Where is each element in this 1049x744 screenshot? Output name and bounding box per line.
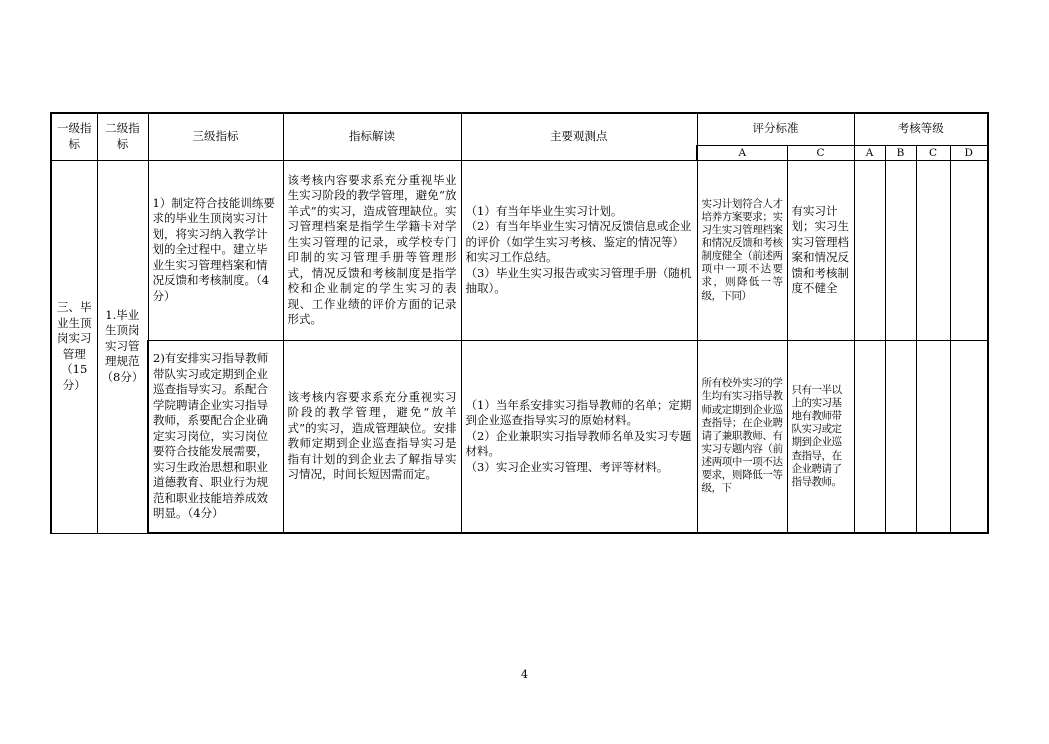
header-observation: 主要观测点 bbox=[461, 113, 697, 160]
interpretation-cell: 该考核内容要求系充分重视实习阶段的教学管理，避免“放羊式”的实习，造成管理缺位。安排教师定期到企业巡查指导实习是指有计划的到企业去了解指导实习情况，时间长短因需而定。 bbox=[283, 340, 461, 533]
criteria-c-cell: 有实习计划；实习生实习管理档案和情况反馈和考核制度不健全 bbox=[787, 160, 854, 340]
criteria-a-cell: 实习计划符合人才培养方案要求；实习生实习管理档案和情况反馈和考核制度健全（前述两项中一项不达要求，则降低一等级，下同） bbox=[697, 160, 787, 340]
header-grade-d: D bbox=[950, 145, 988, 160]
header-grade-a: A bbox=[854, 145, 885, 160]
header-level1: 一级指标 bbox=[51, 113, 97, 160]
grade-d-cell bbox=[950, 160, 988, 340]
criteria-c-cell: 只有一半以上的实习基地有教师带队实习或定期到企业巡查指导，在企业聘请了指导教师。 bbox=[787, 340, 854, 533]
grade-a-cell bbox=[854, 160, 885, 340]
grade-c-cell bbox=[916, 340, 950, 533]
header-criteria-c: C bbox=[787, 145, 854, 160]
observation-item: （1）当年系安排实习指导教师的名单；定期到企业巡查指导实习的原始材料。 bbox=[465, 397, 692, 428]
header-grade: 考核等级 bbox=[854, 113, 988, 145]
header-grade-b: B bbox=[885, 145, 916, 160]
observation-item: （1）有当年毕业生实习计划。 bbox=[465, 203, 623, 218]
observation-item: （3）毕业生实习报告或实习管理手册（随机抽取）。 bbox=[465, 265, 692, 296]
level3-cell: 2)有安排实习指导教师带队实习或定期到企业巡查指导实习。系配合学院聘请企业实习指导教师，系要配合企业确定实习岗位，实习岗位要符合技能发展需要，实习生政治思想和职业道德教育、职业行为规范和职业技能培养成效明显。（4分） bbox=[148, 340, 283, 533]
observation-item: （3）实习企业实习管理、考评等材料。 bbox=[465, 459, 669, 474]
header-grade-c: C bbox=[916, 145, 950, 160]
grade-c-cell bbox=[916, 160, 950, 340]
criteria-a-cell: 所有校外实习的学生均有实习指导教师或定期到企业巡查指导；在企业聘请了兼职教师、有实习专题内容（前述两项中一项不达要求，则降低一等级，下 bbox=[697, 340, 787, 533]
level2-cell: 1.毕业生顶岗实习管理规范（8分） bbox=[97, 160, 148, 533]
table-row bbox=[51, 340, 988, 533]
observation-item: （2）有当年毕业生实习情况反馈信息或企业的评价（如学生实习考核、鉴定的情况等）和实习工作总结。 bbox=[465, 219, 692, 265]
header-level3: 三级指标 bbox=[148, 113, 283, 160]
page-number: 4 bbox=[521, 668, 528, 681]
interpretation-cell: 该考核内容要求系充分重视毕业生实习阶段的教学管理，避免“放羊式”的实习，造成管理缺位。实习管理档案是指学生学籍卡对学生实习管理的记录，或学校专门印制的实习管理手册等管理形式，情况反馈和考核制度是指学校和企业制定的学生实习的表现、工作业绩的评价方面的记录形式。 bbox=[283, 160, 461, 340]
header-interpretation: 指标解读 bbox=[283, 113, 461, 160]
evaluation-table bbox=[50, 112, 989, 534]
level3-cell: 1）制定符合技能训练要求的毕业生顶岗实习计划，将实习纳入教学计划的全过程中。建立毕业生实习管理档案和情况反馈和考核制度。（4分） bbox=[148, 160, 283, 340]
header-criteria: 评分标准 bbox=[697, 113, 854, 145]
observation-cell bbox=[461, 160, 697, 340]
observation-item: （2）企业兼职实习指导教师名单及实习专题材料。 bbox=[465, 428, 692, 459]
table-row bbox=[51, 160, 988, 340]
header-level2: 二级指标 bbox=[97, 113, 148, 160]
grade-b-cell bbox=[885, 340, 916, 533]
grade-b-cell bbox=[885, 160, 916, 340]
grade-d-cell bbox=[950, 340, 988, 533]
grade-a-cell bbox=[854, 340, 885, 533]
header-criteria-a: A bbox=[697, 145, 787, 160]
level1-cell: 三、毕业生顶岗实习管理（15分） bbox=[51, 160, 97, 533]
observation-cell bbox=[461, 340, 697, 533]
